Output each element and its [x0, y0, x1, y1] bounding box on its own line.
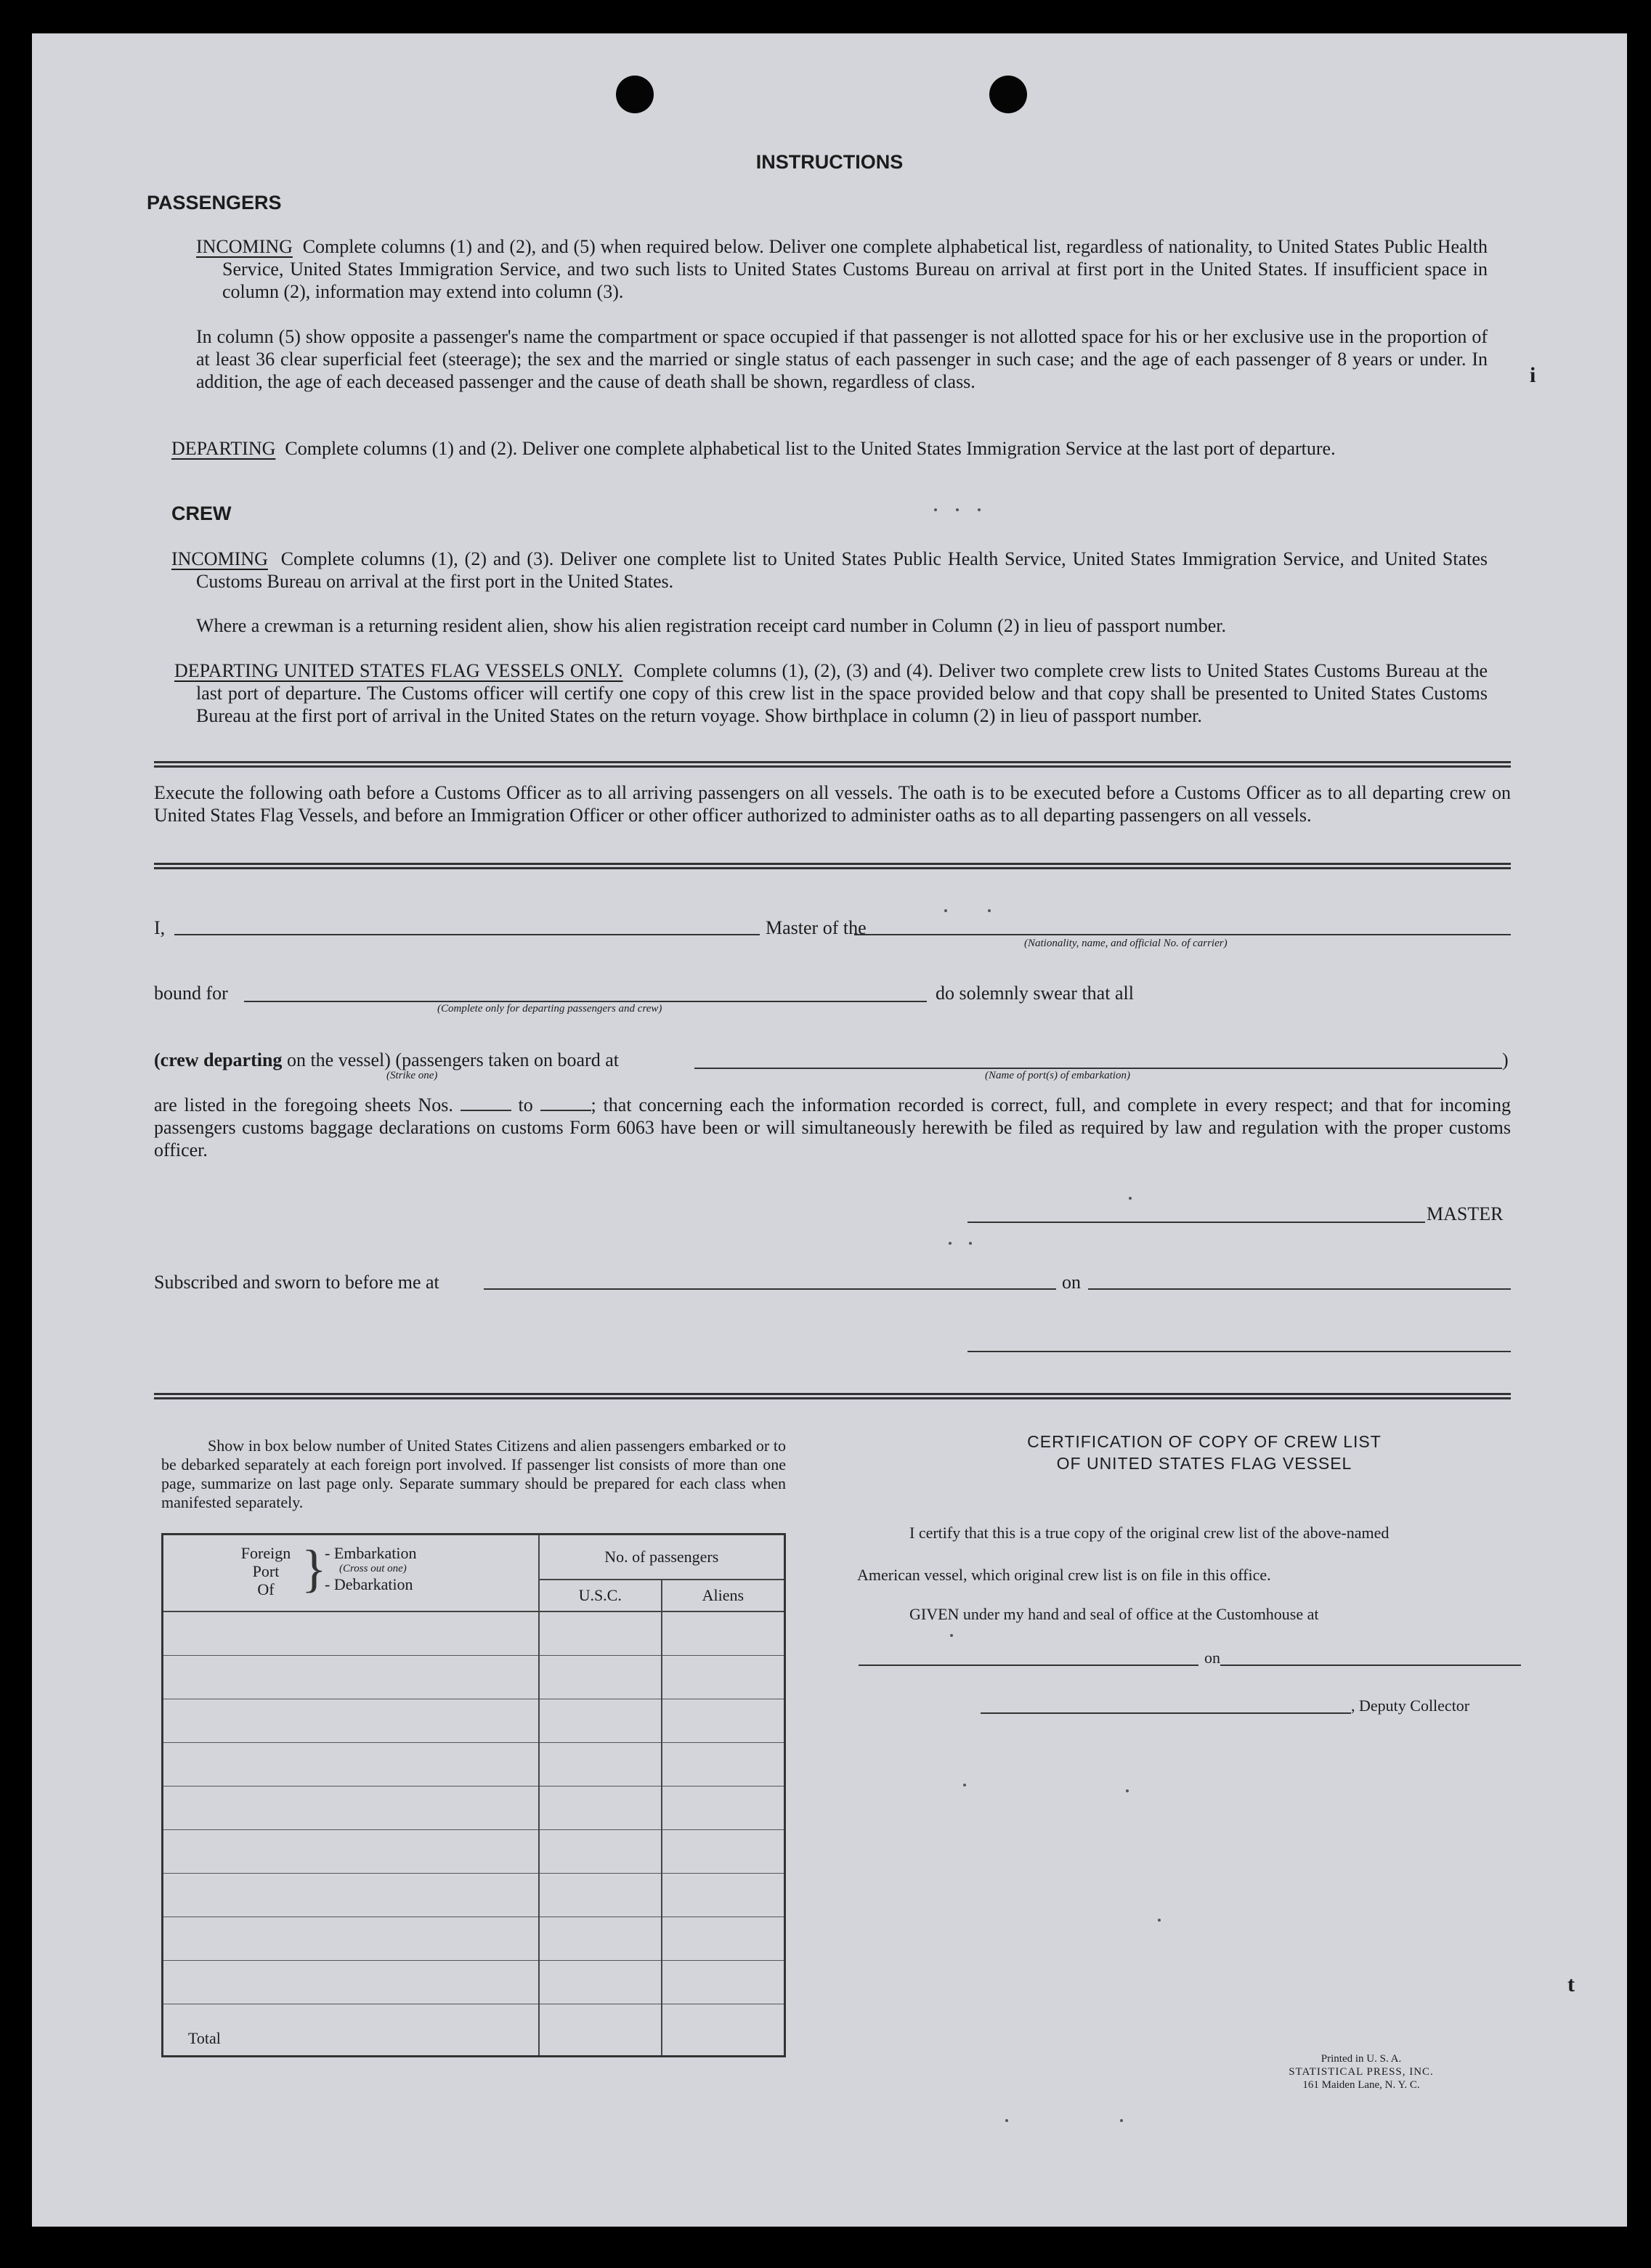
certification-title-line1: CERTIFICATION OF COPY OF CREW LIST — [1027, 1432, 1382, 1451]
cert-date-field[interactable] — [1220, 1665, 1521, 1666]
passengers-taken-option[interactable]: (passengers taken on board at — [395, 1049, 619, 1070]
swear-text: do solemnly swear that all — [936, 983, 1134, 1004]
imprint-line1: Printed in U. S. A. — [1321, 2053, 1402, 2065]
strike-line — [154, 1049, 619, 1071]
foreign-port-of-label: Foreign Port Of — [240, 1544, 291, 1598]
usc-cell[interactable] — [539, 1743, 662, 1787]
total-row — [163, 2004, 785, 2057]
paper-speck — [963, 1784, 966, 1787]
sheet-to-field[interactable] — [540, 1110, 591, 1111]
table-row — [163, 1917, 785, 1961]
usc-cell[interactable] — [539, 1961, 662, 2004]
port-cell[interactable] — [163, 1830, 539, 1874]
crew-departing-option-rest: on the vessel) — [286, 1049, 391, 1070]
sheets-to-label: to — [518, 1094, 533, 1115]
certify-line2: American vessel, which original crew list is on file in this office. — [857, 1566, 1271, 1584]
table-row — [163, 1611, 785, 1656]
port-cell[interactable] — [163, 1917, 539, 1961]
paper-speck — [1129, 1197, 1132, 1200]
usc-cell[interactable] — [539, 1699, 662, 1743]
table-row — [163, 1961, 785, 2004]
carrier-field[interactable] — [854, 934, 1511, 935]
port-cell[interactable] — [163, 1611, 539, 1656]
debarkation-option[interactable]: - Debarkation — [325, 1575, 413, 1593]
embarkation-option[interactable]: - Embarkation — [325, 1544, 417, 1562]
table-row — [163, 1874, 785, 1917]
aliens-cell[interactable] — [662, 1699, 785, 1743]
foreign-port-header — [163, 1535, 539, 1612]
paper-speck — [956, 508, 959, 511]
section-divider — [154, 1393, 1511, 1399]
oath-i-label: I, — [154, 917, 166, 938]
certification-title-line2: OF UNITED STATES FLAG VESSEL — [1056, 1454, 1352, 1473]
paper-speck — [1005, 2119, 1008, 2122]
sheets-nos-label: are listed in the foregoing sheets Nos. — [154, 1094, 453, 1115]
master-signature-field[interactable] — [968, 1222, 1425, 1223]
summary-instruction: Show in box below number of United States Citizens and alien passengers embarked or to be debarked separately at each foreign port involved. If passenger list consists of more than one page, summarize on last page only. Separate summary should be prepared for each class when manifested separately. — [161, 1436, 786, 1511]
certify-line1: I certify that this is a true copy of the original crew list of the above-named — [909, 1524, 1390, 1542]
aliens-header: Aliens — [662, 1580, 785, 1611]
paper-speck — [1126, 1789, 1129, 1792]
sheet-from-field[interactable] — [461, 1110, 511, 1111]
total-label: Total — [163, 2004, 539, 2057]
given-line: GIVEN under my hand and seal of office at the Customhouse at — [909, 1605, 1319, 1623]
column5-paragraph: In column (5) show opposite a passenger's name the compartment or space occupied if that passenger is not allotted space for his or her exclusive use in the proportion of at least 36 clear superficial feet (steerage); the sex and the married or single status of each passenger in such case; and the age of each passenger of 8 years or under. In addition, the age of each deceased passenger and the cause of death shall be shown, regardless of class. — [196, 326, 1488, 392]
total-aliens-cell[interactable] — [662, 2004, 785, 2057]
aliens-cell[interactable] — [662, 1743, 785, 1787]
crew-incoming-paragraph — [171, 548, 1488, 593]
port-cell[interactable] — [163, 1961, 539, 2004]
usc-cell[interactable] — [539, 1830, 662, 1874]
section-divider — [154, 761, 1511, 768]
paper-speck — [934, 508, 937, 511]
deputy-collector-label: , Deputy Collector — [1351, 1696, 1470, 1715]
table-row — [163, 1830, 785, 1874]
aliens-cell[interactable] — [662, 1917, 785, 1961]
table-header-row — [163, 1535, 785, 1580]
usc-header: U.S.C. — [539, 1580, 662, 1611]
passengers-incoming-paragraph — [196, 235, 1488, 303]
deputy-signature-field[interactable] — [981, 1712, 1351, 1714]
master-of-the-label: Master of the — [766, 917, 867, 938]
subscribed-label: Subscribed and sworn to before me at — [154, 1272, 439, 1293]
embark-debark-options — [325, 1544, 416, 1593]
crew-incoming-text: Complete columns (1), (2) and (3). Deliver one complete list to United States Public Health Service, United States Immigration Service, and United States Customs Bureau on arrival at the first port in the United States. — [196, 548, 1488, 592]
brace-glyph: } — [301, 1540, 327, 1598]
table-row — [163, 1656, 785, 1699]
aliens-cell[interactable] — [662, 1656, 785, 1699]
printer-imprint — [1252, 2052, 1470, 2092]
crew-departing-option[interactable]: (crew departing — [154, 1049, 283, 1070]
port-cell[interactable] — [163, 1743, 539, 1787]
no-of-passengers-header: No. of passengers — [539, 1535, 785, 1580]
total-usc-cell[interactable] — [539, 2004, 662, 2057]
section-divider — [154, 863, 1511, 869]
table-row — [163, 1743, 785, 1787]
paper-speck — [950, 1634, 953, 1637]
passengers-departing-text: Complete columns (1) and (2). Deliver one complete alphabetical list to the United States Immigration Service at the last port of departure. — [285, 438, 1336, 459]
port-cell[interactable] — [163, 1656, 539, 1699]
sworn-on-label: on — [1062, 1272, 1081, 1293]
usc-cell[interactable] — [539, 1787, 662, 1830]
cert-on-label: on — [1204, 1649, 1220, 1667]
table-row — [163, 1699, 785, 1743]
bound-for-label: bound for — [154, 983, 228, 1004]
sheets-rest: ; that concerning each the information recorded is correct, full, and complete in every respect; and that for incoming passengers customs baggage declarations on customs Form 6063 have been or will simultaneously herewith be filed as required by law and regulation with the proper customs officer. — [154, 1094, 1512, 1161]
usc-cell[interactable] — [539, 1917, 662, 1961]
paper-speck — [949, 1242, 952, 1245]
officer-signature-field[interactable] — [968, 1351, 1511, 1352]
margin-mark: t — [1567, 1972, 1575, 1996]
passengers-departing-paragraph — [171, 437, 1488, 460]
paper-speck — [969, 1242, 972, 1245]
imprint-line2: STATISTICAL PRESS, INC. — [1289, 2066, 1434, 2078]
usc-cell[interactable] — [539, 1611, 662, 1656]
passengers-departing-label: DEPARTING — [171, 438, 276, 459]
passenger-summary-table — [161, 1533, 786, 2057]
master-name-field[interactable] — [174, 934, 760, 935]
usc-cell[interactable] — [539, 1874, 662, 1917]
passengers-incoming-label: INCOMING — [196, 236, 293, 257]
aliens-cell[interactable] — [662, 1787, 785, 1830]
sheets-paragraph — [154, 1094, 1511, 1161]
paper-speck — [944, 909, 947, 912]
document-page — [32, 33, 1627, 2227]
aliens-cell[interactable] — [662, 1961, 785, 2004]
punch-hole-right — [989, 76, 1027, 113]
aliens-cell[interactable] — [662, 1611, 785, 1656]
imprint-line3: 161 Maiden Lane, N. Y. C. — [1302, 2079, 1420, 2091]
crew-departing-paragraph — [174, 659, 1488, 727]
cross-out-caption: (Cross out one) — [339, 1563, 407, 1574]
master-label: MASTER — [1427, 1203, 1504, 1224]
port-caption: (Name of port(s) of embarkation) — [985, 1070, 1130, 1081]
bound-for-caption: (Complete only for departing passengers and crew) — [437, 1003, 662, 1015]
crew-departing-label: DEPARTING UNITED STATES FLAG VESSELS ONLY. — [174, 660, 623, 681]
crew-incoming-label: INCOMING — [171, 548, 268, 569]
page-title: INSTRUCTIONS — [755, 151, 904, 173]
table-row — [163, 1787, 785, 1830]
carrier-caption: (Nationality, name, and official No. of carrier) — [1024, 938, 1228, 949]
passengers-heading: PASSENGERS — [147, 192, 282, 214]
strike-caption: (Strike one) — [386, 1070, 438, 1081]
aliens-cell[interactable] — [662, 1830, 785, 1874]
port-cell[interactable] — [163, 1699, 539, 1743]
sworn-date-field[interactable] — [1088, 1288, 1511, 1290]
port-cell[interactable] — [163, 1874, 539, 1917]
paper-speck — [988, 909, 991, 912]
passengers-incoming-text: Complete columns (1) and (2), and (5) when required below. Deliver one complete alphabetical list, regardless of nationality, to United States Public Health Service, United States Immigration Service, and two such lists to United States Customs Bureau on arrival at first port in the United States. If insufficient space in column (2), information may extend into column (3). — [222, 236, 1488, 302]
paper-speck — [1158, 1919, 1161, 1922]
resident-alien-paragraph: Where a crewman is a returning resident alien, show his alien registration receipt card number in Column (2) in lieu of passport number. — [196, 615, 1227, 636]
punch-hole-left — [616, 76, 654, 113]
certification-title — [870, 1431, 1538, 1474]
paper-speck — [978, 508, 981, 511]
sworn-place-field[interactable] — [484, 1288, 1056, 1290]
usc-cell[interactable] — [539, 1656, 662, 1699]
close-paren: ) — [1502, 1049, 1509, 1070]
customhouse-field[interactable] — [859, 1665, 1198, 1666]
aliens-cell[interactable] — [662, 1874, 785, 1917]
crew-departing-text: Complete columns (1), (2), (3) and (4). Deliver two complete crew lists to United States Customs Bureau at the last port of departure. The Customs officer will certify one copy of this crew list in the space provided below and that copy shall be presented to United States Customs Bureau at the first port of arrival in the United States on the return voyage. Show birthplace in column (2) in lieu of passport number. — [196, 660, 1488, 726]
margin-mark: i — [1530, 363, 1536, 387]
oath-instruction: Execute the following oath before a Customs Officer as to all arriving passengers on all vessels. The oath is to be executed before a Customs Officer as to all departing crew on United States Flag Vessels, and before an Immigration Officer or other officer authorized to administer oaths as to all departing passengers on all vessels. — [154, 782, 1511, 826]
crew-heading: CREW — [171, 503, 232, 524]
port-cell[interactable] — [163, 1787, 539, 1830]
paper-speck — [1120, 2119, 1123, 2122]
